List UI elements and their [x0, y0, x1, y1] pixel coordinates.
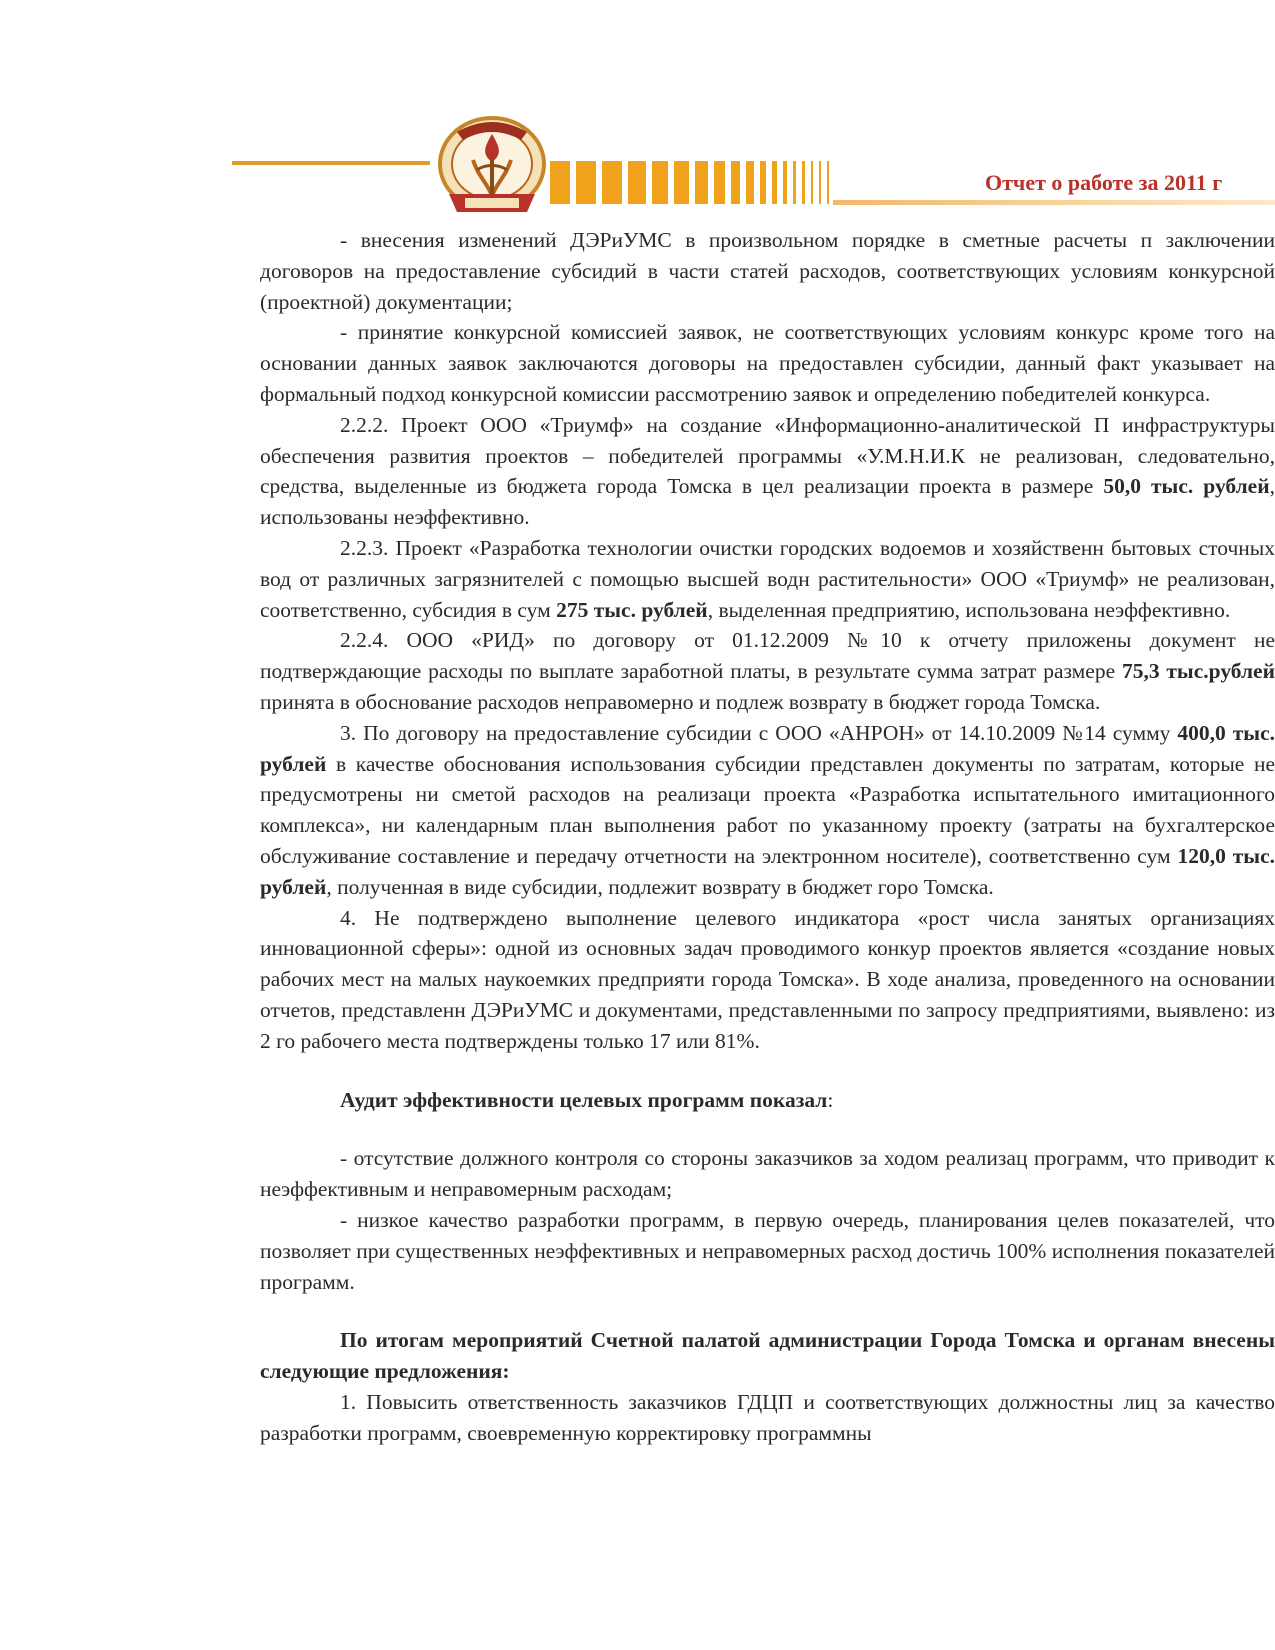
header-rule-left	[232, 161, 430, 165]
header-bar-pattern	[550, 161, 835, 204]
report-title: Отчет о работе за 2011 г	[985, 170, 1223, 195]
paragraph: 4. Не подтверждено выполнение целевого индикатора «рост числа занятых организациях инновационной сферы»: одной из основных задач проводимого конкур проектов является «создание новых рабочих мест на малых наукоемких предприяти города Томска». В ходе анализа, проведенного на основании отчетов, представленн ДЭРиУМС и документами, представленными по запросу предприятиями, выявлено: из 2 го рабочего места подтверждены только 17 или 81%.	[260, 905, 1275, 1053]
paragraph: 3. По договору на предоставление субсидии с ООО «АНРОН» от 14.10.2009 №14 сумму 400,0 тыс. рублей в качестве обоснования использования субсидии представлен документы по затратам, которые не предусмотрены ни сметой расходов на реализаци проекта «Разработка испытательного имитационного комплекса», ни календарным план выполнения работ по указанному проекту (затраты на бухгалтерское обслуживание составление и передачу отчетности на электронном носителе), соответственно сум 120,0 тыс. рублей, полученная в виде субсидии, подлежит возврату в бюджет горо Томска.	[260, 720, 1275, 899]
emblem-icon	[435, 112, 550, 220]
header-rule-right	[833, 200, 1275, 205]
section-heading: По итогам мероприятий Счетной палатой администрации Города Томска и органам внесены следующие предложения:	[260, 1328, 1275, 1384]
paragraph: - низкое качество разработки программ, в первую очередь, планирования целев показателей, что позволяет при существенных неэффективных и неправомерных расход достичь 100% исполнения показателей программ.	[260, 1207, 1275, 1294]
section-heading: Аудит эффективности целевых программ показал:	[340, 1087, 834, 1112]
paragraph: 1. Повысить ответственность заказчиков ГДЦП и соответствующих должностны лиц за качество разработки программ, своевременную корректировку программны	[260, 1389, 1275, 1445]
paragraph: 2.2.2. Проект ООО «Триумф» на создание «Информационно-аналитической П инфраструктуры обеспечения развития проектов – победителей программы «У.М.Н.И.К не реализован, следовательно, средства, выделенные из бюджета города Томска в цел реализации проекта в размере 50,0 тыс. рублей, использованы неэффективно.	[260, 412, 1275, 530]
paragraph: 2.2.3. Проект «Разработка технологии очистки городских водоемов и хозяйственн бытовых сточных вод от различных загрязнителей с помощью высшей водн растительности» ООО «Триумф» не реализован, соответственно, субсидия в сум 275 тыс. рублей, выделенная предприятию, использована неэффективно.	[260, 535, 1275, 622]
paragraph: - внесения изменений ДЭРиУМС в произвольном порядке в сметные расчеты п заключении договоров на предоставление субсидий в части статей расходов, соответствующих условиям конкурсной (проектной) документации;	[260, 228, 1275, 314]
paragraph: 2.2.4. ООО «РИД» по договору от 01.12.2009 №10 к отчету приложены документ не подтверждающие расходы по выплате заработной платы, в результате сумма затрат размере 75,3 тыс.рублей принята в обоснование расходов неправомерно и подлеж возврату в бюджет города Томска.	[260, 628, 1275, 714]
paragraph: - принятие конкурсной комиссией заявок, не соответствующих условиям конкурс кроме того на основании данных заявок заключаются договоры на предоставлен субсидии, данный факт указывает на формальный подход конкурсной комиссии рассмотрению заявок и определению победителей конкурса.	[260, 320, 1275, 406]
document-body	[260, 225, 1275, 1448]
page-header	[0, 0, 1275, 225]
paragraph: - отсутствие должного контроля со стороны заказчиков за ходом реализац программ, что приводит к неэффективным и неправомерным расходам;	[260, 1146, 1275, 1202]
